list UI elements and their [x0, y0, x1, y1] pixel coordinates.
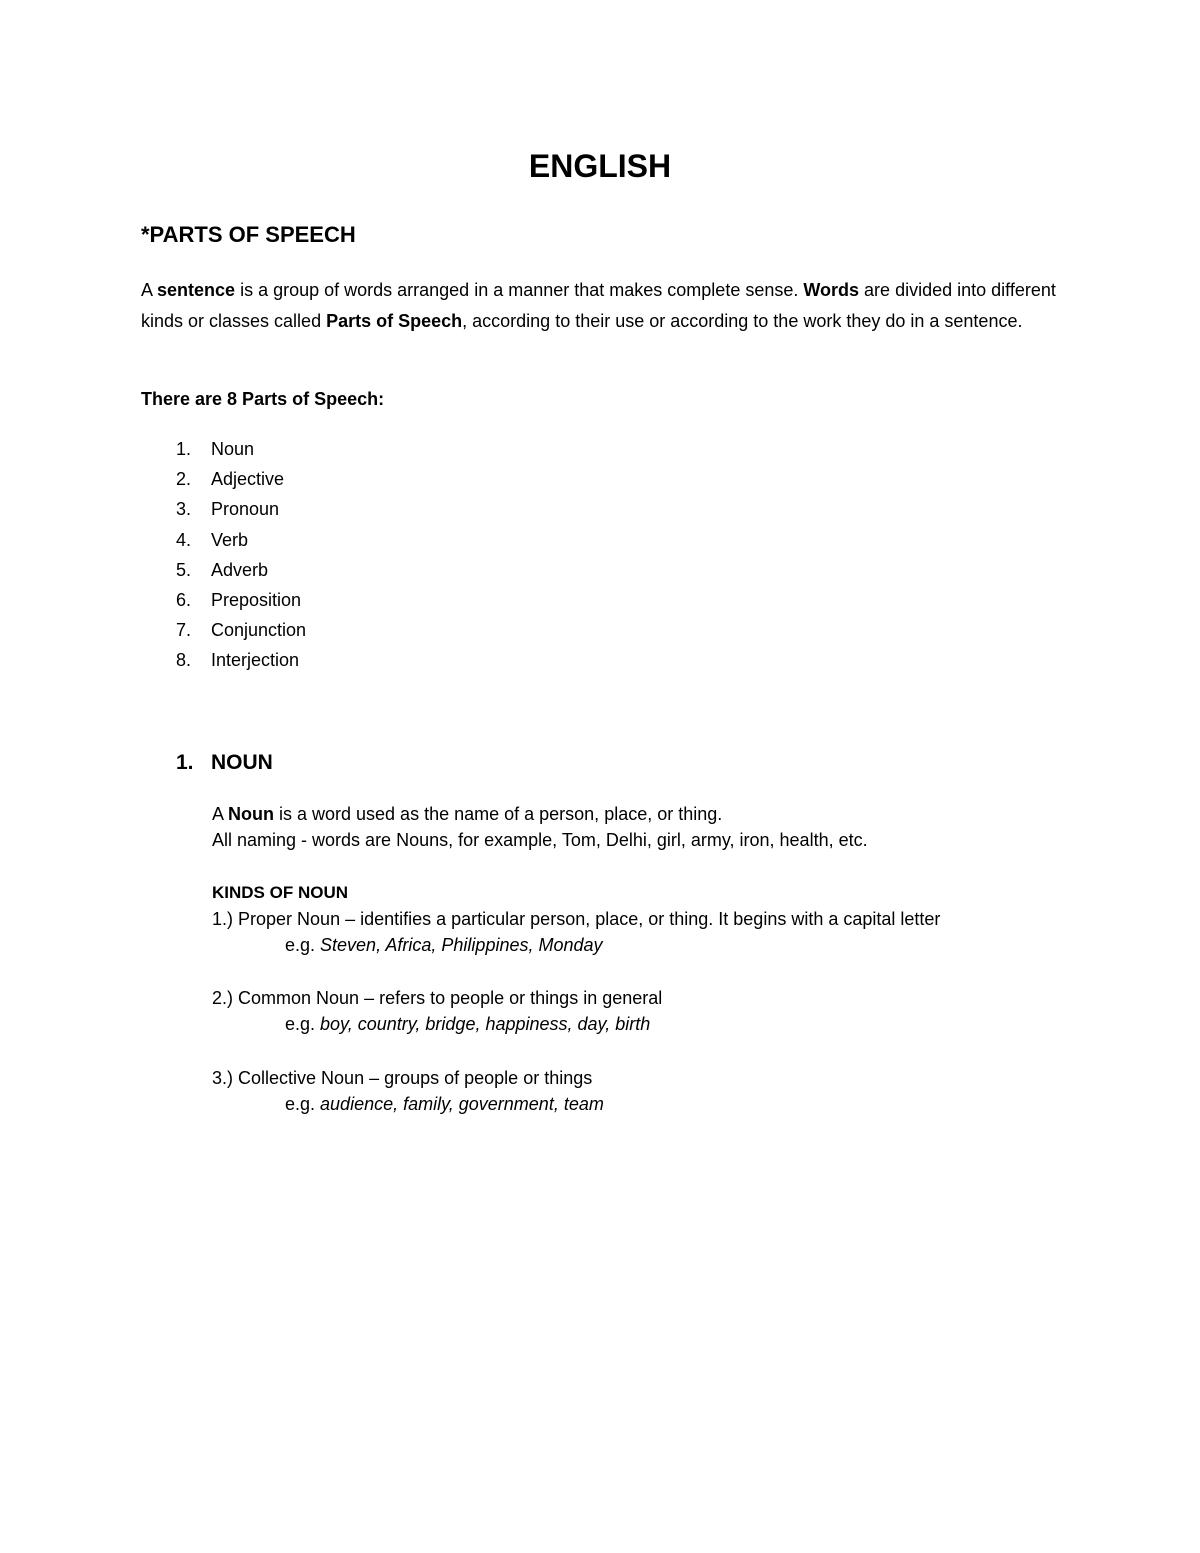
noun-section-heading — [176, 748, 273, 778]
intro-part1: is a group of words arranged in a manner that makes complete sense. — [235, 280, 804, 300]
list-item-number: 3. — [176, 499, 192, 520]
example-values: audience, family, government, team — [320, 1094, 604, 1114]
list-item-number: 8. — [176, 650, 192, 671]
noun-kind-line — [212, 1065, 604, 1091]
parts-of-speech-list — [141, 436, 306, 678]
list-item — [141, 436, 306, 466]
list-item-label: Adverb — [211, 559, 269, 580]
noun-kind-item — [212, 1065, 604, 1117]
noun-kind-text: Collective Noun – groups of people or things — [233, 1068, 593, 1088]
noun-definition — [212, 801, 868, 853]
list-item-label: Verb — [211, 529, 249, 550]
noun-kind-index: 2.) — [212, 988, 234, 1008]
list-item-number: 6. — [176, 589, 192, 610]
list-item — [141, 496, 306, 526]
list-item — [141, 587, 306, 617]
intro-paragraph — [141, 275, 1066, 336]
noun-kind-index: 3.) — [212, 1068, 234, 1088]
example-label: e.g. — [285, 935, 321, 955]
intro-bold-sentence: sentence — [157, 280, 236, 300]
noun-kind-item — [212, 985, 662, 1037]
intro-part2: are divided into different kinds or classes called — [141, 280, 1056, 331]
noun-def-bold: Noun — [228, 804, 274, 824]
noun-def-rest: is a word used as the name of a person, place, or thing. — [274, 804, 723, 824]
noun-examples-line: All naming - words are Nouns, for example, Tom, Delhi, girl, army, iron, health, etc. — [212, 830, 868, 850]
list-item-number: 7. — [176, 620, 192, 641]
noun-section-title: NOUN — [211, 751, 273, 774]
list-item-label: Preposition — [211, 589, 302, 610]
list-item — [141, 647, 306, 677]
intro-prefix: A — [141, 280, 158, 300]
example-values: Steven, Africa, Philippines, Monday — [320, 935, 603, 955]
example-label: e.g. — [285, 1014, 321, 1034]
document-title: ENGLISH — [528, 148, 672, 184]
list-item-number: 4. — [176, 529, 192, 550]
intro-bold-pos: Parts of Speech — [326, 310, 463, 331]
section-heading: *PARTS OF SPEECH — [141, 222, 356, 247]
noun-kind-example — [212, 1011, 662, 1037]
count-line: There are 8 Parts of Speech: — [141, 389, 385, 409]
list-item-number: 2. — [176, 469, 192, 490]
list-item — [141, 527, 306, 557]
example-label: e.g. — [285, 1094, 321, 1114]
list-item-label: Conjunction — [211, 620, 307, 641]
noun-kind-line — [212, 906, 940, 932]
example-values: boy, country, bridge, happiness, day, birth — [320, 1014, 651, 1034]
noun-kind-text: Proper Noun – identifies a particular person, place, or thing. It begins with a capital letter — [233, 909, 941, 929]
noun-def-prefix: A — [212, 804, 229, 824]
intro-bold-words: Words — [803, 280, 860, 300]
noun-kind-example — [212, 1091, 604, 1117]
list-item — [141, 617, 306, 647]
noun-section-number: 1. — [176, 751, 194, 774]
noun-kind-item — [212, 906, 940, 958]
list-item-number: 5. — [176, 559, 192, 580]
list-item — [141, 466, 306, 496]
noun-kind-index: 1.) — [212, 909, 234, 929]
list-item-label: Adjective — [211, 469, 285, 490]
list-item-label: Noun — [211, 439, 255, 459]
list-item — [141, 557, 306, 587]
noun-kind-example — [212, 932, 940, 958]
list-item-label: Interjection — [211, 650, 300, 671]
noun-kind-line — [212, 985, 662, 1011]
kinds-of-noun-heading: KINDS OF NOUN — [212, 883, 348, 902]
list-item-label: Pronoun — [211, 499, 280, 520]
intro-part3: , according to their use or according to the work they do in a sentence. — [462, 310, 1023, 331]
noun-definition-line — [212, 801, 868, 827]
noun-kind-text: Common Noun – refers to people or things in general — [233, 988, 663, 1008]
list-item-number: 1. — [176, 439, 192, 459]
